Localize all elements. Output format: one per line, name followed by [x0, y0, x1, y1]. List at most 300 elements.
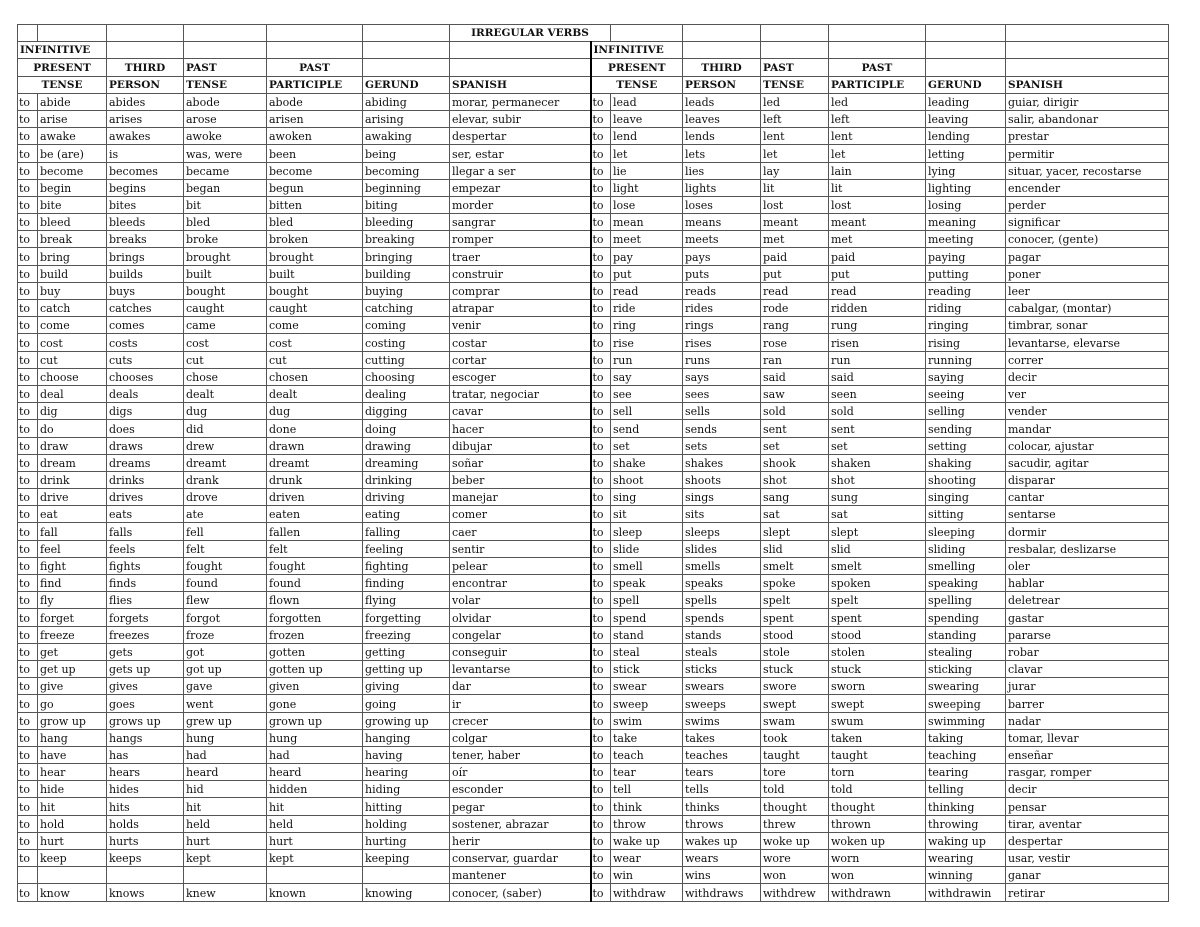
- spanish-cell: traer: [450, 248, 591, 265]
- infinitive-cell: cut: [38, 351, 107, 368]
- past-participle-cell: put: [829, 265, 926, 282]
- to-cell: to: [591, 798, 611, 815]
- to-cell: to: [591, 368, 611, 385]
- table-row: [18, 575, 1169, 592]
- past-tense-cell: meant: [761, 214, 829, 231]
- infinitive-cell: know: [38, 884, 107, 902]
- third-person-cell: cuts: [107, 351, 184, 368]
- past-participle-cell: fallen: [267, 523, 363, 540]
- past-participle-cell: won: [829, 867, 926, 884]
- infinitive-cell: get up: [38, 660, 107, 677]
- gerund-cell: falling: [363, 523, 450, 540]
- to-cell: to: [591, 540, 611, 557]
- past-tense-cell: set: [761, 437, 829, 454]
- spanish-cell: situar, yacer, recostarse: [1006, 162, 1169, 179]
- third-person-cell: sets: [683, 437, 761, 454]
- spanish-cell: sacudir, agitar: [1006, 454, 1169, 471]
- table-row: [18, 265, 1169, 282]
- to-cell: to: [591, 437, 611, 454]
- gerund-cell: holding: [363, 815, 450, 832]
- third-person-cell: brings: [107, 248, 184, 265]
- gerund-cell: fighting: [363, 557, 450, 574]
- past-participle-cell: felt: [267, 540, 363, 557]
- third-person-cell: forgets: [107, 609, 184, 626]
- infinitive-cell: have: [38, 746, 107, 763]
- spanish-cell: sangrar: [450, 214, 591, 231]
- past-participle-cell: set: [829, 437, 926, 454]
- past-tense-cell: taught: [761, 746, 829, 763]
- to-cell: to: [18, 850, 38, 867]
- past-participle-cell: given: [267, 678, 363, 695]
- past-participle-cell: sung: [829, 489, 926, 506]
- third-person-cell: buys: [107, 282, 184, 299]
- to-cell: to: [18, 282, 38, 299]
- table-row: [18, 351, 1169, 368]
- spanish-cell: sentir: [450, 540, 591, 557]
- table-row: [18, 437, 1169, 454]
- third-person-cell: stands: [683, 626, 761, 643]
- infinitive-cell: lose: [611, 196, 683, 213]
- third-person-cell: builds: [107, 265, 184, 282]
- gerund-cell: sleeping: [926, 523, 1006, 540]
- gerund-cell: having: [363, 746, 450, 763]
- to-cell: to: [591, 832, 611, 849]
- third-person-cell: [107, 867, 184, 884]
- third-person-cell: tears: [683, 764, 761, 781]
- spanish-cell: tener, haber: [450, 746, 591, 763]
- past-participle-cell: slid: [829, 540, 926, 557]
- third-person-cell: has: [107, 746, 184, 763]
- spanish-cell: venir: [450, 317, 591, 334]
- past-participle-cell: drawn: [267, 437, 363, 454]
- past-tense-cell: threw: [761, 815, 829, 832]
- to-cell: to: [591, 575, 611, 592]
- to-cell: to: [591, 867, 611, 884]
- past-tense-cell: let: [761, 145, 829, 162]
- gerund-cell: breaking: [363, 231, 450, 248]
- table-row: [18, 626, 1169, 643]
- spanish-cell: guiar, dirigir: [1006, 93, 1169, 110]
- spanish-cell: elevar, subir: [450, 110, 591, 127]
- spanish-cell: olvidar: [450, 609, 591, 626]
- spanish-cell: tratar, negociar: [450, 385, 591, 402]
- gerund-cell: leaving: [926, 110, 1006, 127]
- gerund-cell: doing: [363, 420, 450, 437]
- past-participle-cell: sat: [829, 506, 926, 523]
- header-gerund: GERUND: [926, 76, 1006, 93]
- past-tense-cell: was, were: [184, 145, 267, 162]
- gerund-cell: losing: [926, 196, 1006, 213]
- infinitive-cell: speak: [611, 575, 683, 592]
- gerund-cell: finding: [363, 575, 450, 592]
- third-person-cell: wakes up: [683, 832, 761, 849]
- infinitive-cell: hang: [38, 729, 107, 746]
- past-tense-cell: sold: [761, 403, 829, 420]
- third-person-cell: means: [683, 214, 761, 231]
- third-person-cell: tells: [683, 781, 761, 798]
- past-tense-cell: read: [761, 282, 829, 299]
- spanish-cell: encender: [1006, 179, 1169, 196]
- spanish-cell: conocer, (saber): [450, 884, 591, 902]
- table-row: [18, 214, 1169, 231]
- spanish-cell: ir: [450, 695, 591, 712]
- infinitive-cell: eat: [38, 506, 107, 523]
- third-person-cell: holds: [107, 815, 184, 832]
- table-row: [18, 128, 1169, 145]
- third-person-cell: speaks: [683, 575, 761, 592]
- to-cell: to: [591, 317, 611, 334]
- infinitive-cell: lie: [611, 162, 683, 179]
- spanish-cell: mantener: [450, 867, 591, 884]
- to-cell: to: [591, 781, 611, 798]
- to-cell: to: [18, 643, 38, 660]
- third-person-cell: shakes: [683, 454, 761, 471]
- past-tense-cell: lent: [761, 128, 829, 145]
- gerund-cell: putting: [926, 265, 1006, 282]
- spanish-cell: deletrear: [1006, 592, 1169, 609]
- spanish-cell: oír: [450, 764, 591, 781]
- spanish-cell: perder: [1006, 196, 1169, 213]
- infinitive-cell: bleed: [38, 214, 107, 231]
- past-participle-cell: brought: [267, 248, 363, 265]
- infinitive-cell: throw: [611, 815, 683, 832]
- infinitive-cell: cost: [38, 334, 107, 351]
- infinitive-cell: awake: [38, 128, 107, 145]
- third-person-cell: hides: [107, 781, 184, 798]
- third-person-cell: awakes: [107, 128, 184, 145]
- spanish-cell: tomar, llevar: [1006, 729, 1169, 746]
- third-person-cell: leaves: [683, 110, 761, 127]
- spanish-cell: herir: [450, 832, 591, 849]
- past-tense-cell: knew: [184, 884, 267, 902]
- past-tense-cell: swam: [761, 712, 829, 729]
- to-cell: to: [591, 420, 611, 437]
- past-participle-cell: dreamt: [267, 454, 363, 471]
- table-row: [18, 368, 1169, 385]
- past-participle-cell: worn: [829, 850, 926, 867]
- spanish-cell: conservar, guardar: [450, 850, 591, 867]
- gerund-cell: hearing: [363, 764, 450, 781]
- to-cell: to: [591, 351, 611, 368]
- to-cell: to: [18, 179, 38, 196]
- gerund-cell: ringing: [926, 317, 1006, 334]
- to-cell: to: [591, 643, 611, 660]
- table-row: [18, 420, 1169, 437]
- gerund-cell: getting up: [363, 660, 450, 677]
- infinitive-cell: catch: [38, 300, 107, 317]
- to-cell: to: [18, 712, 38, 729]
- past-participle-cell: fought: [267, 557, 363, 574]
- table-row: [18, 385, 1169, 402]
- spanish-cell: rasgar, romper: [1006, 764, 1169, 781]
- past-tense-cell: drove: [184, 489, 267, 506]
- past-tense-cell: rode: [761, 300, 829, 317]
- past-participle-cell: come: [267, 317, 363, 334]
- past-tense-cell: abode: [184, 93, 267, 110]
- header-spanish: SPANISH: [1006, 76, 1169, 93]
- third-person-cell: does: [107, 420, 184, 437]
- table-row: [18, 746, 1169, 763]
- past-tense-cell: hid: [184, 781, 267, 798]
- spanish-cell: mandar: [1006, 420, 1169, 437]
- third-person-cell: wears: [683, 850, 761, 867]
- third-person-cell: sits: [683, 506, 761, 523]
- to-cell: to: [18, 506, 38, 523]
- gerund-cell: selling: [926, 403, 1006, 420]
- header-tense: TENSE: [591, 76, 683, 93]
- gerund-cell: awaking: [363, 128, 450, 145]
- spanish-cell: conseguir: [450, 643, 591, 660]
- third-person-cell: chooses: [107, 368, 184, 385]
- spanish-cell: enseñar: [1006, 746, 1169, 763]
- past-tense-cell: sat: [761, 506, 829, 523]
- past-tense-cell: came: [184, 317, 267, 334]
- past-tense-cell: bled: [184, 214, 267, 231]
- third-person-cell: reads: [683, 282, 761, 299]
- third-person-cell: deals: [107, 385, 184, 402]
- third-person-cell: loses: [683, 196, 761, 213]
- past-tense-cell: cost: [184, 334, 267, 351]
- past-participle-cell: swum: [829, 712, 926, 729]
- spanish-cell: romper: [450, 231, 591, 248]
- past-tense-cell: lay: [761, 162, 829, 179]
- past-tense-cell: ran: [761, 351, 829, 368]
- past-tense-cell: took: [761, 729, 829, 746]
- spanish-cell: pararse: [1006, 626, 1169, 643]
- third-person-cell: bites: [107, 196, 184, 213]
- table-row: [18, 317, 1169, 334]
- infinitive-cell: sit: [611, 506, 683, 523]
- spanish-cell: despertar: [450, 128, 591, 145]
- infinitive-cell: spell: [611, 592, 683, 609]
- past-participle-cell: lain: [829, 162, 926, 179]
- to-cell: to: [18, 248, 38, 265]
- gerund-cell: throwing: [926, 815, 1006, 832]
- gerund-cell: spending: [926, 609, 1006, 626]
- past-participle-cell: dealt: [267, 385, 363, 402]
- infinitive-cell: steal: [611, 643, 683, 660]
- to-cell: to: [591, 712, 611, 729]
- past-tense-cell: bought: [184, 282, 267, 299]
- table-row: [18, 489, 1169, 506]
- table-row: [18, 712, 1169, 729]
- gerund-cell: saying: [926, 368, 1006, 385]
- third-person-cell: sticks: [683, 660, 761, 677]
- infinitive-cell: buy: [38, 282, 107, 299]
- past-tense-cell: kept: [184, 850, 267, 867]
- spanish-cell: dibujar: [450, 437, 591, 454]
- third-person-cell: gets: [107, 643, 184, 660]
- infinitive-cell: wear: [611, 850, 683, 867]
- past-participle-cell: gotten: [267, 643, 363, 660]
- past-participle-cell: heard: [267, 764, 363, 781]
- gerund-cell: meaning: [926, 214, 1006, 231]
- past-participle-cell: smelt: [829, 557, 926, 574]
- gerund-cell: lending: [926, 128, 1006, 145]
- infinitive-cell: withdraw: [611, 884, 683, 902]
- infinitive-cell: see: [611, 385, 683, 402]
- spanish-cell: vender: [1006, 403, 1169, 420]
- to-cell: to: [18, 145, 38, 162]
- table-row: [18, 557, 1169, 574]
- past-tense-cell: withdrew: [761, 884, 829, 902]
- gerund-cell: knowing: [363, 884, 450, 902]
- header-past: PAST: [184, 59, 267, 76]
- header-third: THIRD: [683, 59, 761, 76]
- third-person-cell: knows: [107, 884, 184, 902]
- table-row: [18, 523, 1169, 540]
- to-cell: to: [18, 128, 38, 145]
- gerund-cell: getting: [363, 643, 450, 660]
- gerund-cell: keeping: [363, 850, 450, 867]
- spanish-cell: sostener, abrazar: [450, 815, 591, 832]
- to-cell: to: [18, 815, 38, 832]
- gerund-cell: dreaming: [363, 454, 450, 471]
- past-tense-cell: cut: [184, 351, 267, 368]
- gerund-cell: growing up: [363, 712, 450, 729]
- past-participle-cell: said: [829, 368, 926, 385]
- past-participle-cell: forgotten: [267, 609, 363, 626]
- infinitive-cell: light: [611, 179, 683, 196]
- past-tense-cell: fell: [184, 523, 267, 540]
- gerund-cell: freezing: [363, 626, 450, 643]
- third-person-cell: steals: [683, 643, 761, 660]
- past-tense-cell: woke up: [761, 832, 829, 849]
- past-tense-cell: lit: [761, 179, 829, 196]
- to-cell: to: [591, 660, 611, 677]
- gerund-cell: going: [363, 695, 450, 712]
- past-tense-cell: heard: [184, 764, 267, 781]
- past-tense-cell: froze: [184, 626, 267, 643]
- to-cell: to: [591, 93, 611, 110]
- past-participle-cell: seen: [829, 385, 926, 402]
- third-person-cell: catches: [107, 300, 184, 317]
- table-row: [18, 282, 1169, 299]
- to-cell: to: [18, 660, 38, 677]
- table-row: [18, 300, 1169, 317]
- past-tense-cell: lost: [761, 196, 829, 213]
- past-tense-cell: fought: [184, 557, 267, 574]
- infinitive-cell: hold: [38, 815, 107, 832]
- header-person: PERSON: [683, 76, 761, 93]
- table-row: [18, 403, 1169, 420]
- spanish-cell: escoger: [450, 368, 591, 385]
- infinitive-cell: begin: [38, 179, 107, 196]
- past-participle-cell: become: [267, 162, 363, 179]
- past-tense-cell: dreamt: [184, 454, 267, 471]
- spanish-cell: encontrar: [450, 575, 591, 592]
- past-participle-cell: spoken: [829, 575, 926, 592]
- header-infinitive: INFINITIVE: [591, 42, 683, 59]
- past-participle-cell: told: [829, 781, 926, 798]
- infinitive-cell: leave: [611, 110, 683, 127]
- third-person-cell: eats: [107, 506, 184, 523]
- infinitive-cell: pay: [611, 248, 683, 265]
- past-participle-cell: held: [267, 815, 363, 832]
- past-participle-cell: thought: [829, 798, 926, 815]
- gerund-cell: singing: [926, 489, 1006, 506]
- third-person-cell: comes: [107, 317, 184, 334]
- to-cell: to: [18, 437, 38, 454]
- past-participle-cell: lent: [829, 128, 926, 145]
- gerund-cell: seeing: [926, 385, 1006, 402]
- infinitive-cell: be (are): [38, 145, 107, 162]
- past-participle-cell: awoken: [267, 128, 363, 145]
- to-cell: to: [18, 162, 38, 179]
- gerund-cell: coming: [363, 317, 450, 334]
- table-row: [18, 815, 1169, 832]
- past-tense-cell: got: [184, 643, 267, 660]
- past-participle-cell: rung: [829, 317, 926, 334]
- infinitive-cell: find: [38, 575, 107, 592]
- spanish-cell: leer: [1006, 282, 1169, 299]
- third-person-cell: goes: [107, 695, 184, 712]
- past-tense-cell: slept: [761, 523, 829, 540]
- spanish-cell: pegar: [450, 798, 591, 815]
- spanish-cell: cabalgar, (montar): [1006, 300, 1169, 317]
- to-cell: to: [591, 746, 611, 763]
- third-person-cell: sleeps: [683, 523, 761, 540]
- gerund-cell: building: [363, 265, 450, 282]
- to-cell: to: [18, 884, 38, 902]
- to-cell: to: [18, 729, 38, 746]
- third-person-cell: freezes: [107, 626, 184, 643]
- spanish-cell: caer: [450, 523, 591, 540]
- gerund-cell: paying: [926, 248, 1006, 265]
- gerund-cell: sweeping: [926, 695, 1006, 712]
- spanish-cell: decir: [1006, 781, 1169, 798]
- past-tense-cell: dealt: [184, 385, 267, 402]
- third-person-cell: says: [683, 368, 761, 385]
- gerund-cell: eating: [363, 506, 450, 523]
- past-tense-cell: ate: [184, 506, 267, 523]
- past-participle-cell: meant: [829, 214, 926, 231]
- spanish-cell: congelar: [450, 626, 591, 643]
- header-past: PAST: [829, 59, 926, 76]
- gerund-cell: speaking: [926, 575, 1006, 592]
- past-participle-cell: run: [829, 351, 926, 368]
- past-tense-cell: awoke: [184, 128, 267, 145]
- to-cell: to: [18, 110, 38, 127]
- to-cell: to: [591, 300, 611, 317]
- past-participle-cell: taken: [829, 729, 926, 746]
- past-participle-cell: led: [829, 93, 926, 110]
- past-tense-cell: sent: [761, 420, 829, 437]
- infinitive-cell: choose: [38, 368, 107, 385]
- past-tense-cell: caught: [184, 300, 267, 317]
- infinitive-cell: lead: [611, 93, 683, 110]
- spanish-cell: volar: [450, 592, 591, 609]
- gerund-cell: sending: [926, 420, 1006, 437]
- third-person-cell: flies: [107, 592, 184, 609]
- to-cell: to: [591, 557, 611, 574]
- past-participle-cell: known: [267, 884, 363, 902]
- spanish-cell: conocer, (gente): [1006, 231, 1169, 248]
- spanish-cell: dormir: [1006, 523, 1169, 540]
- infinitive-cell: smell: [611, 557, 683, 574]
- gerund-cell: choosing: [363, 368, 450, 385]
- past-tense-cell: rose: [761, 334, 829, 351]
- table-row: [18, 832, 1169, 849]
- table-row: [18, 781, 1169, 798]
- past-tense-cell: hit: [184, 798, 267, 815]
- table-row: [18, 609, 1169, 626]
- third-person-cell: abides: [107, 93, 184, 110]
- infinitive-cell: dig: [38, 403, 107, 420]
- to-cell: to: [18, 368, 38, 385]
- to-cell: [18, 867, 38, 884]
- third-person-cell: arises: [107, 110, 184, 127]
